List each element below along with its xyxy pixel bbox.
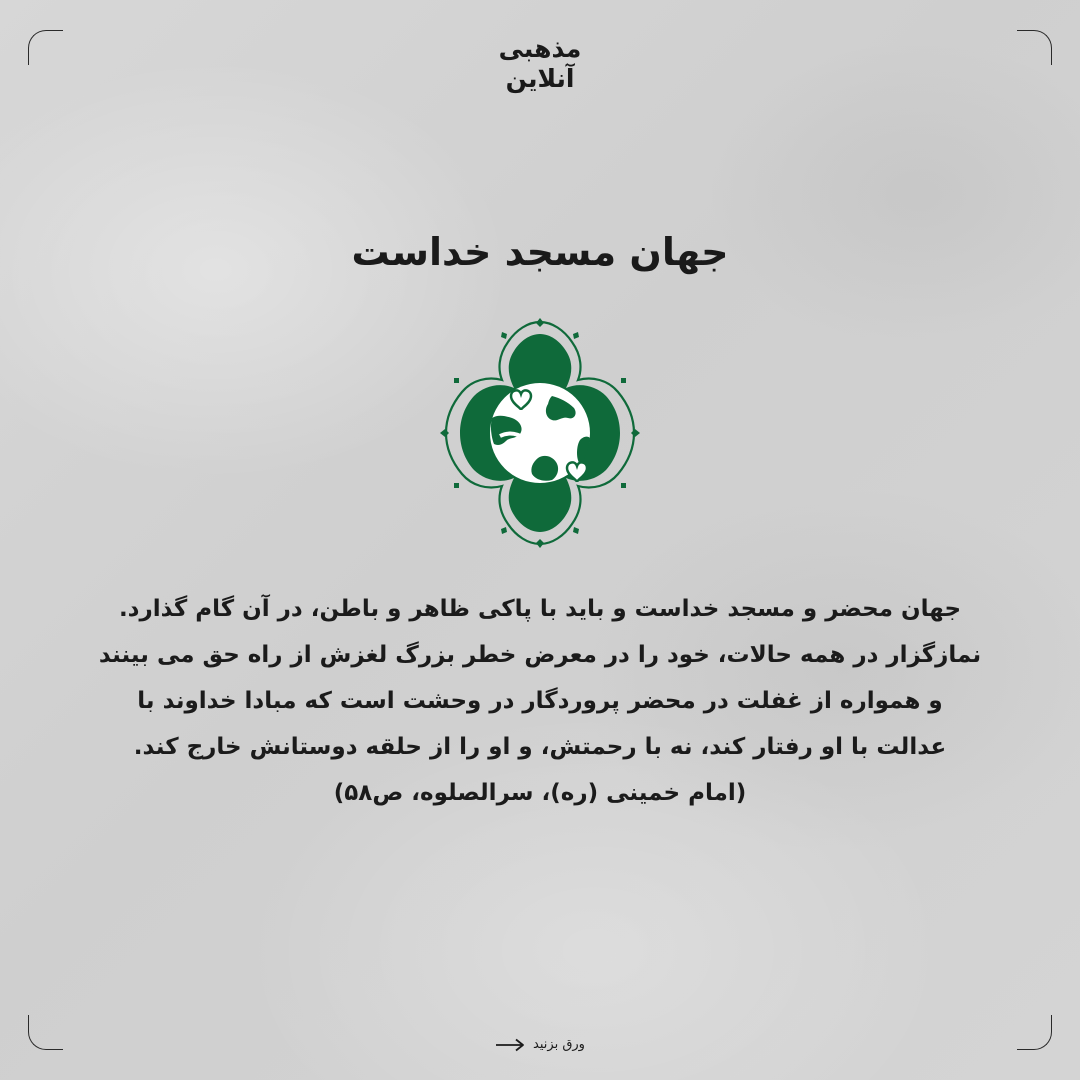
quote-line-1: جهان محضر و مسجد خداست و باید با پاکی ظاهر و باطن، در آن گام گذارد.	[118, 596, 962, 622]
brand-logo-line-1: مذهبی	[498, 34, 582, 63]
swipe-label: ورق بزنید	[533, 1037, 585, 1052]
quote-line-3: و همواره از غفلت در محضر پروردگار در وحشت است که مبادا خداوند با	[137, 688, 943, 714]
globe-emblem-icon	[440, 318, 640, 548]
brand-logo-line-2: آنلاین	[505, 64, 575, 93]
swipe-hint[interactable]	[0, 1037, 1080, 1052]
page-title: جهان مسجد خداست	[351, 230, 729, 274]
quote-body	[80, 586, 1000, 816]
brand-logo	[0, 34, 1080, 94]
quote-line-4: عدالت با او رفتار کند، نه با رحمتش، و او را از حلقه دوستانش خارج کند.	[133, 734, 947, 760]
quote-line-2: نمازگزار در همه حالات، خود را در معرض خطر بزرگ لغزش از راه حق می بینند	[98, 642, 982, 668]
arrow-right-icon	[495, 1038, 525, 1052]
quote-citation: (امام خمینی (ره)، سرالصلوه، ص۵۸)	[333, 780, 747, 806]
